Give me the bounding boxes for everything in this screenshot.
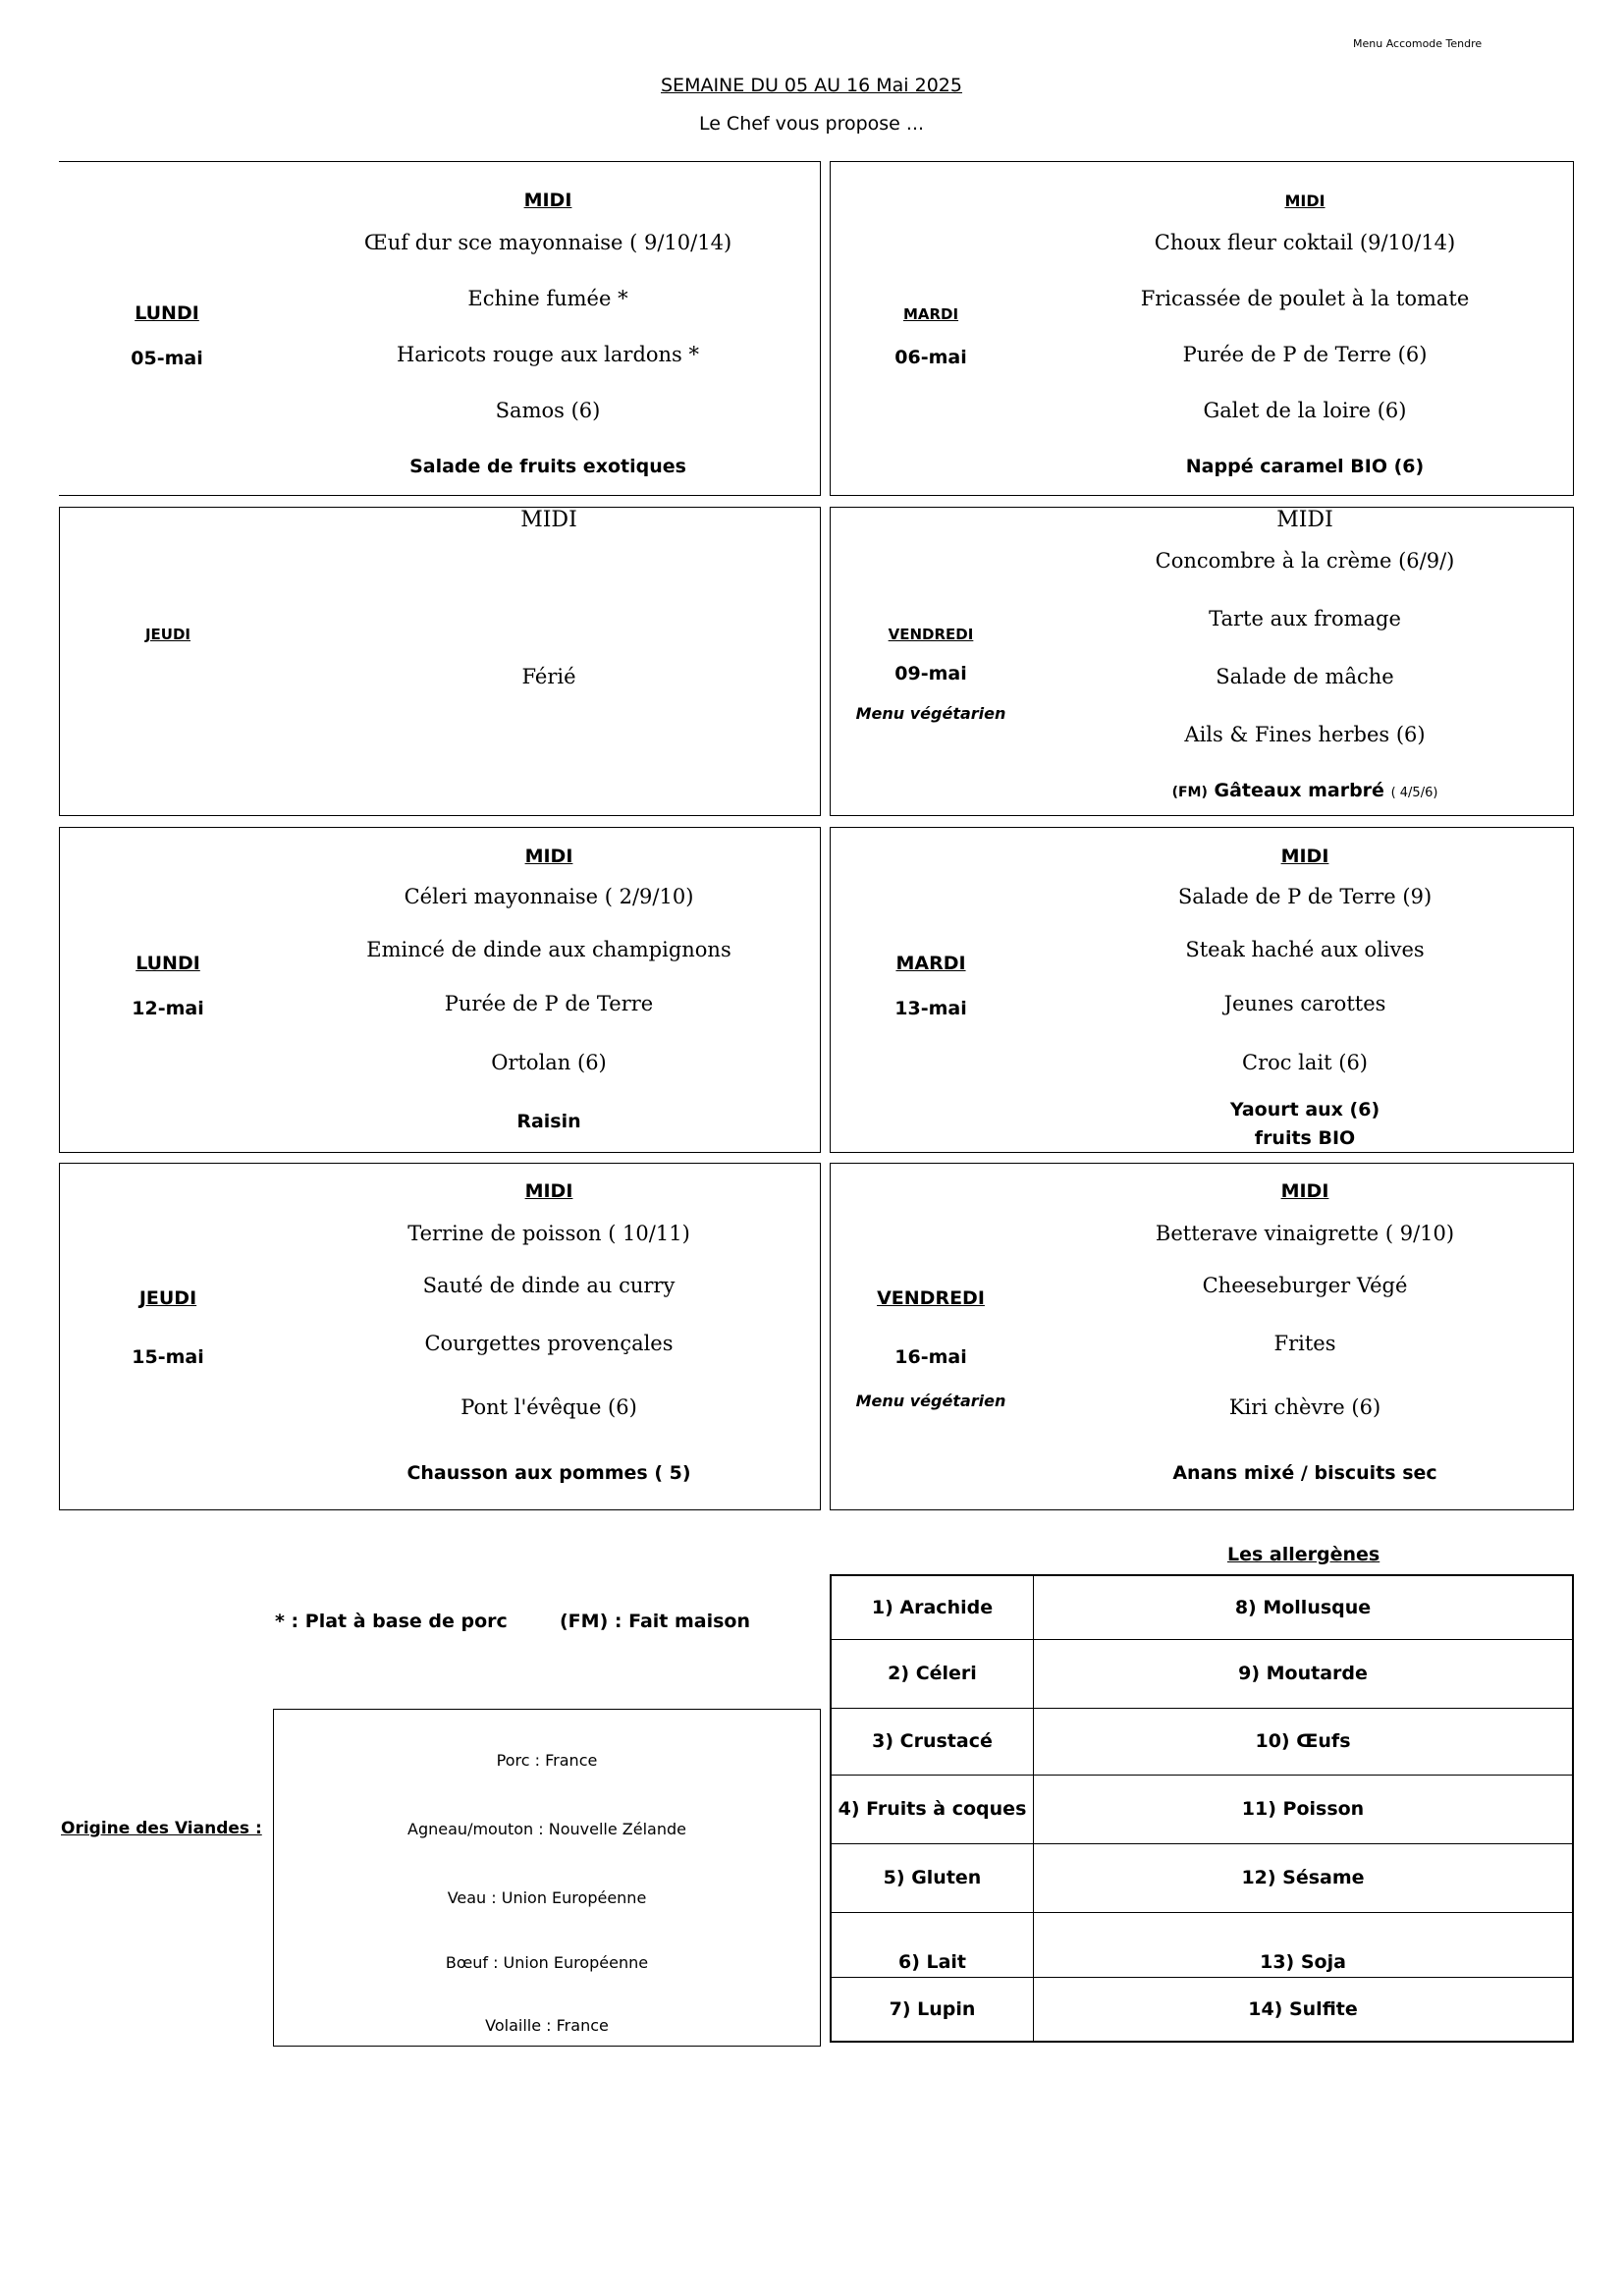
- day-date: 09-mai: [894, 663, 967, 684]
- midi-heading: MIDI: [524, 846, 573, 867]
- day-date: 13-mai: [894, 998, 967, 1019]
- menu-content: [323, 828, 775, 1154]
- midi-heading: MIDI: [1280, 846, 1329, 867]
- menu-cell-lundi-05: [59, 161, 821, 496]
- menu-cell-jeudi-ferie: [59, 507, 821, 816]
- day-date: 15-mai: [132, 1346, 204, 1368]
- menu-content: [322, 162, 774, 497]
- week-title: SEMAINE DU 05 AU 16 Mai 2025: [661, 75, 962, 96]
- origin-volaille: Volaille : France: [485, 2016, 609, 2035]
- table-row: [831, 1977, 1573, 2042]
- day-label: [852, 953, 1009, 1019]
- midi-heading: MIDI: [523, 190, 572, 211]
- legend-porc: * : Plat à base de porc: [275, 1611, 508, 1632]
- dish-starter: Concombre à la crème (6/9/): [1155, 549, 1455, 573]
- dessert-prefix: (FM): [1171, 785, 1208, 800]
- menu-cell-mardi-06: [830, 161, 1574, 496]
- day-date: 12-mai: [132, 998, 204, 1019]
- day-label: [89, 1287, 246, 1368]
- dish-dessert: Salade de fruits exotiques: [409, 456, 686, 477]
- dish-dessert: Raisin: [516, 1111, 581, 1132]
- dish-main: Cheeseburger Végé: [1202, 1274, 1408, 1297]
- dish-dessert-line2: fruits BIO: [1254, 1127, 1356, 1149]
- day-name: JEUDI: [138, 1287, 197, 1309]
- dish-dessert: Nappé caramel BIO (6): [1185, 456, 1425, 477]
- day-label: [852, 626, 1009, 723]
- day-label: [89, 953, 246, 1019]
- origins-box: [273, 1709, 821, 2047]
- day-label: [852, 1287, 1009, 1410]
- dish-main: Emincé de dinde aux champignons: [366, 938, 731, 961]
- day-label: [89, 626, 246, 643]
- dish-side: Jeunes carottes: [1223, 992, 1386, 1015]
- day-note: Menu végétarien: [855, 1392, 1006, 1410]
- dish-side: Purée de P de Terre (6): [1182, 343, 1428, 366]
- origin-porc: Porc : France: [496, 1751, 598, 1770]
- dish-dessert: Chausson aux pommes ( 5): [406, 1462, 691, 1484]
- table-row: [831, 1639, 1573, 1708]
- menu-content: [1079, 162, 1531, 497]
- menu-cell-vendredi-09: [830, 507, 1574, 816]
- dish-cheese: Galet de la loire (6): [1203, 399, 1407, 422]
- table-row: [831, 1843, 1573, 1912]
- midi-heading: MIDI: [1276, 508, 1333, 532]
- dish-side: Purée de P de Terre: [444, 992, 654, 1015]
- day-name: VENDREDI: [888, 626, 974, 643]
- day-label: [852, 305, 1009, 368]
- menu-content: [1079, 508, 1531, 817]
- dish-starter: Choux fleur coktail (9/10/14): [1154, 231, 1456, 254]
- dish-main: Steak haché aux olives: [1185, 938, 1425, 961]
- midi-heading: MIDI: [1280, 1180, 1329, 1202]
- dish-starter: Céleri mayonnaise ( 2/9/10): [404, 885, 694, 908]
- day-name: JEUDI: [144, 626, 191, 643]
- allergen-11: 11) Poisson: [1034, 1775, 1574, 1843]
- dessert-name: Gâteaux marbré: [1214, 780, 1384, 801]
- allergen-8: 8) Mollusque: [1034, 1575, 1574, 1639]
- dish-cheese: Ails & Fines herbes (6): [1184, 723, 1426, 746]
- midi-heading: MIDI: [1284, 191, 1325, 210]
- day-name: MARDI: [902, 305, 959, 323]
- dish-dessert: [1079, 780, 1531, 801]
- dish-side: Frites: [1273, 1332, 1336, 1355]
- allergen-7: 7) Lupin: [831, 1977, 1034, 2042]
- dish-cheese: Pont l'évêque (6): [460, 1395, 637, 1419]
- allergen-13: 13) Soja: [1034, 1912, 1574, 1977]
- dish-side: Courgettes provençales: [424, 1332, 674, 1355]
- dish-main: Fricassée de poulet à la tomate: [1140, 287, 1470, 310]
- midi-heading: MIDI: [524, 1180, 573, 1202]
- allergen-1: 1) Arachide: [831, 1575, 1034, 1639]
- dessert-suffix: ( 4/5/6): [1390, 786, 1438, 800]
- allergen-14: 14) Sulfite: [1034, 1977, 1574, 2042]
- dish-cheese: Kiri chèvre (6): [1228, 1395, 1381, 1419]
- table-row: [831, 1708, 1573, 1775]
- dish-cheese: Ortolan (6): [491, 1051, 607, 1074]
- menu-content: [323, 1164, 775, 1511]
- day-date: 16-mai: [894, 1346, 967, 1368]
- allergen-12: 12) Sésame: [1034, 1843, 1574, 1912]
- allergen-10: 10) Œufs: [1034, 1708, 1574, 1775]
- allergen-3: 3) Crustacé: [831, 1708, 1034, 1775]
- day-date: 06-mai: [894, 347, 967, 368]
- menu-type-label: Menu Accomode Tendre: [1353, 37, 1483, 50]
- dish-starter: Salade de P de Terre (9): [1177, 885, 1433, 908]
- dish-side: Haricots rouge aux lardons *: [396, 343, 700, 366]
- origin-boeuf: Bœuf : Union Européenne: [445, 1953, 649, 1972]
- dish-dessert: Anans mixé / biscuits sec: [1172, 1462, 1437, 1484]
- dish-starter: Œuf dur sce mayonnaise ( 9/10/14): [363, 231, 732, 254]
- menu-cell-lundi-12: [59, 827, 821, 1153]
- menu-content: [1079, 828, 1531, 1154]
- dish-main: Sauté de dinde au curry: [422, 1274, 676, 1297]
- chef-subtitle: Le Chef vous propose ...: [698, 113, 925, 135]
- dish-cheese: Croc lait (6): [1242, 1051, 1368, 1074]
- day-name: LUNDI: [135, 953, 200, 974]
- allergen-6: 6) Lait: [831, 1912, 1034, 1977]
- dish-holiday: Férié: [521, 665, 576, 688]
- allergens-table: [830, 1574, 1574, 2043]
- dish-side: Salade de mâche: [1216, 665, 1394, 688]
- midi-heading: MIDI: [520, 508, 577, 532]
- dish-main: Echine fumée *: [467, 287, 628, 310]
- origin-veau: Veau : Union Européenne: [447, 1888, 647, 1907]
- menu-cell-vendredi-16: [830, 1163, 1574, 1510]
- allergen-5: 5) Gluten: [831, 1843, 1034, 1912]
- menu-cell-mardi-13: [830, 827, 1574, 1153]
- allergens-title: Les allergènes: [1227, 1544, 1380, 1565]
- dish-cheese: Samos (6): [495, 399, 601, 422]
- table-row: [831, 1575, 1573, 1639]
- dish-starter: Betterave vinaigrette ( 9/10): [1155, 1222, 1455, 1245]
- dish-dessert: Yaourt aux (6): [1229, 1099, 1380, 1121]
- day-name: LUNDI: [135, 302, 199, 324]
- dish-starter: Terrine de poisson ( 10/11): [407, 1222, 690, 1245]
- origin-label: Origine des Viandes :: [61, 1819, 262, 1838]
- day-label: [88, 302, 245, 369]
- dish-main: Tarte aux fromage: [1209, 607, 1401, 630]
- allergen-9: 9) Moutarde: [1034, 1639, 1574, 1708]
- day-name: MARDI: [895, 953, 966, 974]
- menu-content: [1079, 1164, 1531, 1511]
- table-row: [831, 1912, 1573, 1977]
- day-name: VENDREDI: [877, 1287, 985, 1309]
- table-row: [831, 1775, 1573, 1843]
- allergen-4: 4) Fruits à coques: [831, 1775, 1034, 1843]
- menu-content: [323, 508, 775, 817]
- menu-cell-jeudi-15: [59, 1163, 821, 1510]
- allergen-2: 2) Céleri: [831, 1639, 1034, 1708]
- origin-agneau: Agneau/mouton : Nouvelle Zélande: [407, 1820, 686, 1838]
- day-date: 05-mai: [131, 348, 203, 369]
- legend-fait-maison: (FM) : Fait maison: [560, 1611, 750, 1632]
- day-note: Menu végétarien: [855, 704, 1006, 723]
